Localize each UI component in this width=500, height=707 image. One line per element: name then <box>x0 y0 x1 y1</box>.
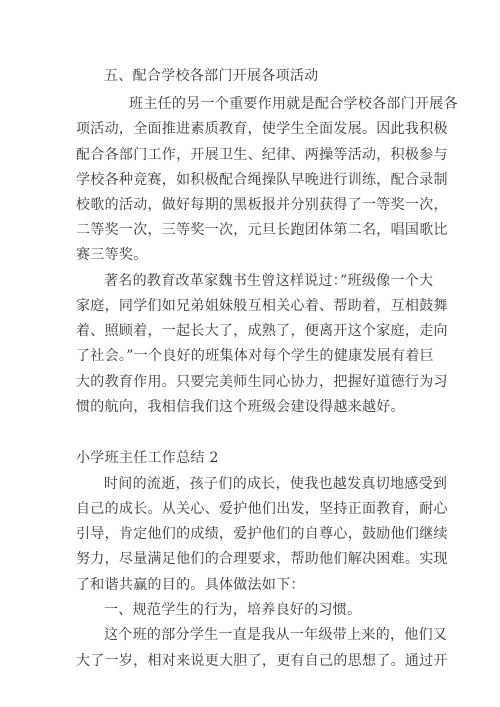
paragraph-line: 学校各种竞赛，如积极配合绳操队早晚进行训练，配合录制 <box>76 172 448 188</box>
paragraph-line: 家庭，同学们如兄弟姐妹般互相关心着、帮助着，互相鼓舞 <box>76 298 448 314</box>
subsection-heading: 一、规范学生的行为，培养良好的习惯。 <box>104 602 362 618</box>
paragraph-line: 努力，尽量满足他们的合理要求，帮助他们解决困难。实现 <box>76 551 448 567</box>
paragraph-line: 自己的成长。从关心、爱护他们出发，坚持正面教育，耐心 <box>76 501 448 517</box>
paragraph-line: 引导，肯定他们的成绩，爱护他们的自尊心，鼓励他们继续 <box>76 526 448 542</box>
paragraph-line: 配合各部门工作，开展卫生、纪律、两操等活动，积极参与 <box>76 147 448 163</box>
paragraph-line: 赛三等奖。 <box>76 247 148 263</box>
paragraph-line: 这个班的部分学生一直是我从一年级带上来的，他们又 <box>104 627 448 643</box>
paragraph-line: 著名的教育改革家魏书生曾这样说过：”班级像一个大 <box>104 273 434 289</box>
paragraph-line: 校歌的活动，做好每期的黑板报并分别获得了一等奖一次， <box>76 197 448 213</box>
paragraph-line: 了和谐共赢的目的。具体做法如下： <box>76 577 305 593</box>
paragraph-line: 二等奖一次，三等奖一次，元旦长跑团体第二名，唱国歌比 <box>76 222 448 238</box>
paragraph-line: 大了一岁，相对来说更大胆了，更有自己的思想了。通过开 <box>76 653 448 669</box>
paragraph-line: 惯的航向，我相信我们这个班级会建设得越来越好。 <box>76 399 405 415</box>
section-heading: 五、配合学校各部门开展各项活动 <box>104 68 319 84</box>
paragraph-line: 时间的流逝，孩子们的成长，使我也越发真切地感受到 <box>104 476 448 492</box>
paragraph-line: 班主任的另一个重要作用就是配合学校各部门开展各 <box>129 96 458 112</box>
paragraph-line: 了社会。”一个良好的班集体对每个学生的健康发展有着巨 <box>76 348 434 364</box>
paragraph-line: 项活动，全面推进素质教育，使学生全面发展。因此我积极 <box>76 121 448 137</box>
paragraph-line: 大的教育作用。只要完美师生同心协力，把握好道德行为习 <box>76 374 448 390</box>
paragraph-line: 着、照顾着，一起长大了，成熟了，便离开这个家庭，走向 <box>76 323 448 339</box>
document-title: 小学班主任工作总结 2 <box>76 450 219 466</box>
